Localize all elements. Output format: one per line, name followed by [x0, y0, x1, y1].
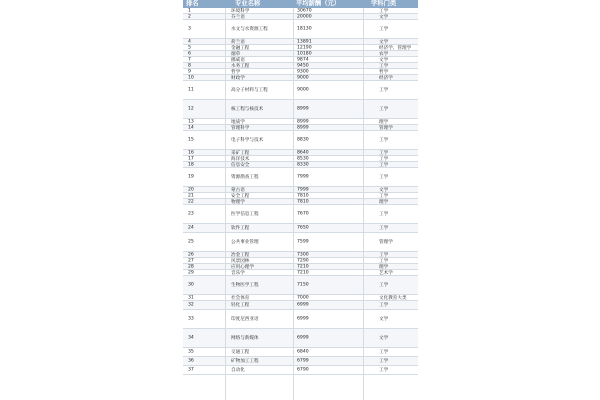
rank-cell: 31 [188, 295, 194, 300]
category-cell: 工学 [379, 252, 389, 258]
category-cell: 管理学 [379, 240, 393, 245]
rank-cell: 5 [188, 45, 191, 50]
category-cell: 工学 [379, 27, 389, 32]
category-cell: 工学 [379, 63, 389, 69]
major-cell: 医学信息工程 [231, 212, 259, 217]
rank-cell: 19 [188, 174, 194, 180]
table-row [183, 233, 418, 252]
category-cell: 工学 [379, 162, 389, 168]
major-cell: 资源勘查工程 [231, 175, 259, 180]
rank-cell: 8 [188, 63, 191, 68]
major-cell: 安全工程 [231, 193, 250, 199]
major-cell: 社会体育 [231, 295, 250, 301]
salary-cell: 6999 [297, 335, 309, 341]
salary-cell: 8830 [297, 137, 309, 143]
major-cell: 烟草 [231, 51, 241, 57]
rank-cell: 3 [188, 26, 191, 32]
table-row [183, 276, 418, 295]
salary-cell: 7000 [297, 295, 309, 300]
major-cell: 印度尼西亚语 [231, 317, 259, 322]
rank-cell: 11 [188, 87, 194, 93]
salary-cell: 7810 [297, 199, 309, 204]
salary-cell: 7999 [297, 174, 309, 180]
category-cell: 工学 [379, 193, 389, 199]
category-cell: 文学 [379, 57, 389, 63]
category-cell: 文学 [379, 317, 389, 322]
category-cell: 工学 [379, 8, 389, 14]
category-cell: 农学 [379, 51, 389, 57]
major-cell: 水文与水资源工程 [231, 27, 268, 32]
category-cell: 工学 [379, 212, 389, 217]
rank-cell: 9 [188, 69, 191, 74]
major-cell: 哲学 [231, 69, 241, 75]
category-cell: 工学 [379, 350, 389, 355]
major-cell: 交通工程 [231, 350, 250, 355]
category-cell: 文学 [379, 187, 389, 193]
category-cell: 理学 [379, 119, 389, 125]
major-cell: 海洋技术 [231, 156, 250, 162]
rank-cell: 15 [188, 137, 194, 143]
category-cell: 工学 [379, 150, 389, 156]
rank-cell: 36 [188, 358, 194, 364]
table-body [183, 8, 418, 375]
major-cell: 蒙古语 [231, 187, 245, 193]
column-divider [293, 8, 294, 400]
rank-cell: 12 [188, 106, 194, 112]
rank-cell: 28 [188, 264, 194, 269]
major-cell: 高分子材料与工程 [231, 88, 268, 93]
category-cell: 工学 [379, 226, 389, 231]
salary-cell: 6999 [297, 302, 309, 308]
table-row [183, 357, 418, 366]
rank-cell: 30 [188, 282, 194, 288]
category-cell: 理学 [379, 199, 389, 205]
salary-cell: 7150 [297, 282, 309, 288]
salary-cell: 6840 [297, 349, 309, 355]
category-cell: 工学 [379, 107, 389, 112]
category-cell: 工学 [379, 138, 389, 143]
major-cell: 采矿工程 [231, 150, 250, 156]
major-cell: 网络与新媒体 [231, 336, 259, 341]
major-cell: 芬兰语 [231, 14, 245, 20]
salary-cell: 20000 [297, 14, 312, 19]
major-cell: 挪威语 [231, 57, 245, 63]
salary-cell: 7670 [297, 211, 309, 217]
salary-cell: 7290 [297, 258, 309, 263]
salary-cell: 9874 [297, 57, 309, 62]
major-cell: 应用心理学 [231, 264, 254, 270]
major-cell: 矿物加工工程 [231, 359, 259, 364]
table-row [183, 329, 418, 348]
rank-cell: 34 [188, 335, 194, 341]
rank-cell: 32 [188, 302, 194, 308]
header-major: 专业名称 [235, 0, 261, 7]
major-cell: 财政学 [231, 75, 245, 81]
rank-cell: 6 [188, 51, 191, 56]
salary-cell: 6790 [297, 367, 309, 373]
table-row [183, 366, 418, 375]
table-row [183, 301, 418, 310]
rank-cell: 13 [188, 119, 194, 124]
salary-cell: 7999 [297, 187, 309, 192]
major-cell: 自动化 [231, 368, 245, 373]
category-cell: 工学 [379, 156, 389, 162]
rank-cell: 25 [188, 239, 194, 245]
salary-cell: 9000 [297, 75, 309, 80]
salary-cell: 8330 [297, 162, 309, 167]
rank-cell: 23 [188, 211, 194, 217]
major-cell: 软件工程 [231, 226, 250, 231]
major-cell: 生物医学工程 [231, 283, 259, 288]
rank-cell: 21 [188, 193, 194, 198]
major-cell: 核工程与核技术 [231, 107, 264, 112]
category-cell: 艺术学 [379, 270, 393, 276]
category-cell: 工学 [379, 303, 389, 308]
rank-cell: 18 [188, 162, 194, 167]
table-row [183, 224, 418, 233]
salary-cell: 7650 [297, 225, 309, 231]
rank-cell: 2 [188, 14, 191, 19]
salary-cell: 12190 [297, 45, 312, 50]
salary-cell: 13891 [297, 39, 312, 44]
header-category: 学科门类 [371, 0, 397, 7]
category-cell: 经济学 [379, 75, 393, 81]
salary-cell: 30670 [297, 8, 312, 13]
rank-cell: 26 [188, 252, 194, 257]
rank-cell: 1 [188, 8, 191, 13]
salary-cell: 8640 [297, 150, 309, 155]
major-cell: 管理科学 [231, 125, 250, 131]
category-cell: 工学 [379, 368, 389, 373]
rank-cell: 17 [188, 156, 194, 161]
header-salary: 平均薪酬（元） [296, 0, 341, 7]
rank-cell: 7 [188, 57, 191, 62]
major-cell: 信息安全 [231, 162, 250, 168]
category-cell: 经济学、管理学 [379, 45, 412, 51]
category-cell: 工学 [379, 175, 389, 180]
salary-cell: 9300 [297, 69, 309, 74]
table-row [183, 310, 418, 329]
salary-cell: 10180 [297, 51, 312, 56]
column-divider [225, 8, 226, 400]
salary-cell: 7210 [297, 264, 309, 269]
category-cell: 工学 [379, 359, 389, 364]
major-cell: 冶金工程 [231, 252, 250, 258]
table-row [183, 100, 418, 119]
column-divider [363, 8, 364, 400]
table-row [183, 348, 418, 357]
rank-cell: 14 [188, 125, 194, 130]
table-row [183, 205, 418, 224]
major-cell: 水务工程 [231, 63, 250, 69]
major-cell: 地质学 [231, 119, 245, 125]
major-cell: 电子科学与技术 [231, 138, 264, 143]
rank-cell: 35 [188, 349, 194, 355]
major-cell: 环境科学 [231, 8, 250, 14]
salary-cell: 9000 [297, 87, 309, 93]
salary-cell: 7300 [297, 252, 309, 257]
major-cell: 音乐学 [231, 270, 245, 276]
salary-cell: 9450 [297, 63, 309, 68]
table-row [183, 20, 418, 39]
rank-cell: 22 [188, 199, 194, 204]
rank-cell: 37 [188, 367, 194, 373]
salary-cell: 8999 [297, 106, 309, 112]
salary-cell: 8999 [297, 119, 309, 124]
table-row [183, 81, 418, 100]
header-rank: 排名 [186, 0, 199, 7]
salary-cell: 18130 [297, 26, 312, 32]
category-cell: 文学 [379, 14, 389, 20]
major-cell: 公共事业管理 [231, 240, 259, 245]
rank-cell: 4 [188, 39, 191, 44]
rank-cell: 33 [188, 316, 194, 322]
salary-cell: 7810 [297, 193, 309, 198]
salary-cell: 8530 [297, 156, 309, 161]
major-cell: 物理学 [231, 199, 245, 205]
salary-cell: 7210 [297, 270, 309, 275]
category-cell: 文化教育大类 [379, 295, 407, 301]
major-cell: 金融工程 [231, 45, 250, 51]
category-cell: 工学 [379, 88, 389, 93]
table-row [183, 168, 418, 187]
salary-cell: 6999 [297, 316, 309, 322]
category-cell: 工学 [379, 283, 389, 288]
salary-ranking-table [183, 0, 418, 400]
salary-cell: 6799 [297, 358, 309, 364]
major-cell: 轻化工程 [231, 303, 250, 308]
rank-cell: 10 [188, 75, 194, 80]
salary-cell: 8999 [297, 125, 309, 130]
major-cell: 风景园林 [231, 258, 250, 264]
category-cell: 文学 [379, 336, 389, 341]
rank-cell: 20 [188, 187, 194, 192]
category-cell: 理学 [379, 264, 389, 270]
table-row [183, 131, 418, 150]
category-cell: 文学 [379, 39, 389, 45]
category-cell: 工学 [379, 258, 389, 264]
category-cell: 哲学 [379, 69, 389, 75]
major-cell: 荷兰语 [231, 39, 245, 45]
category-cell: 管理学 [379, 125, 393, 131]
rank-cell: 29 [188, 270, 194, 275]
salary-cell: 7599 [297, 239, 309, 245]
rank-cell: 24 [188, 225, 194, 231]
rank-cell: 27 [188, 258, 194, 263]
rank-cell: 16 [188, 150, 194, 155]
